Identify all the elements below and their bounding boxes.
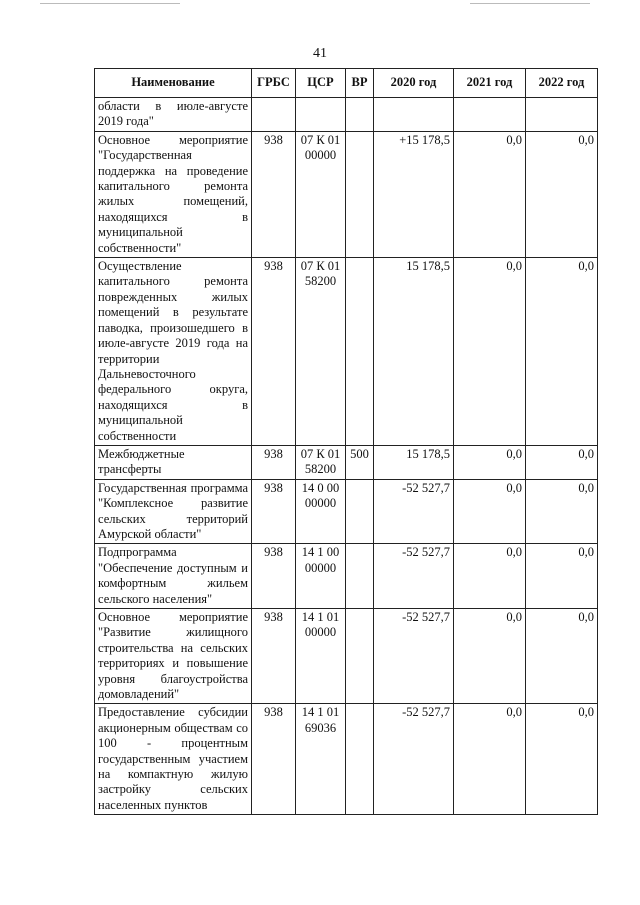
header-name: Наименование <box>95 69 252 98</box>
row-vr: 500 <box>346 445 374 479</box>
table-row <box>95 704 598 815</box>
row-vr <box>346 544 374 609</box>
budget-table <box>94 68 598 815</box>
row-2020: -52 527,7 <box>374 479 454 544</box>
row-2022: 0,0 <box>526 131 598 257</box>
row-name: Межбюджетные трансферты <box>95 445 252 479</box>
row-name: Подпрограмма "Обеспечение доступным и комфортным жильем сельского населения" <box>95 544 252 609</box>
table-row <box>95 609 598 704</box>
row-vr <box>346 704 374 815</box>
row-2021: 0,0 <box>454 258 526 446</box>
header-2022: 2022 год <box>526 69 598 98</box>
row-grbs: 938 <box>252 445 296 479</box>
row-grbs: 938 <box>252 479 296 544</box>
scan-edge-mark <box>470 3 590 4</box>
scan-edge-mark <box>40 3 180 4</box>
row-2020: -52 527,7 <box>374 704 454 815</box>
page-number: 41 <box>313 46 327 61</box>
row-2020: +15 178,5 <box>374 131 454 257</box>
row-2021: 0,0 <box>454 609 526 704</box>
row-2021: 0,0 <box>454 704 526 815</box>
row-grbs: 938 <box>252 131 296 257</box>
row-csr: 07 К 01 58200 <box>296 258 346 446</box>
table-row <box>95 445 598 479</box>
row-csr: 07 К 01 00000 <box>296 131 346 257</box>
row-2021: 0,0 <box>454 445 526 479</box>
row-csr: 14 0 00 00000 <box>296 479 346 544</box>
row-2022: 0,0 <box>526 445 598 479</box>
header-2020: 2020 год <box>374 69 454 98</box>
row-2021: 0,0 <box>454 131 526 257</box>
table-row <box>95 544 598 609</box>
header-vr: ВР <box>346 69 374 98</box>
row-name: Осуществление капитального ремонта поврежденных жилых помещений в результате паводка, произошедшего в июле-августе 2019 года на территории Дальневосточного федерального округа, находящихся в муниципальной собственности <box>95 258 252 446</box>
header-grbs: ГРБС <box>252 69 296 98</box>
row-2020: -52 527,7 <box>374 609 454 704</box>
row-name: Основное мероприятие "Развитие жилищного строительства на сельских территориях и повышение уровня благоустройства домовладений" <box>95 609 252 704</box>
row-2022: 0,0 <box>526 609 598 704</box>
row-csr <box>296 98 346 132</box>
row-2021: 0,0 <box>454 544 526 609</box>
table-row <box>95 258 598 446</box>
row-csr: 14 1 01 00000 <box>296 609 346 704</box>
row-vr <box>346 98 374 132</box>
row-grbs: 938 <box>252 544 296 609</box>
row-name: Предоставление субсидии акционерным обществам со 100 - процентным государственным участием на компактную жилую застройку сельских населенных пунктов <box>95 704 252 815</box>
row-csr: 14 1 00 00000 <box>296 544 346 609</box>
row-vr <box>346 258 374 446</box>
row-grbs: 938 <box>252 704 296 815</box>
header-2021: 2021 год <box>454 69 526 98</box>
row-vr <box>346 609 374 704</box>
row-grbs: 938 <box>252 609 296 704</box>
row-vr <box>346 479 374 544</box>
row-2022: 0,0 <box>526 479 598 544</box>
table-row <box>95 131 598 257</box>
table-header-row <box>95 69 598 98</box>
row-2021: 0,0 <box>454 479 526 544</box>
row-2021 <box>454 98 526 132</box>
row-2020: 15 178,5 <box>374 258 454 446</box>
table-row <box>95 479 598 544</box>
row-name: области в июле-августе 2019 года" <box>95 98 252 132</box>
row-2022: 0,0 <box>526 544 598 609</box>
header-csr: ЦСР <box>296 69 346 98</box>
row-csr: 14 1 01 69036 <box>296 704 346 815</box>
row-grbs: 938 <box>252 258 296 446</box>
row-2020: 15 178,5 <box>374 445 454 479</box>
row-name: Основное мероприятие "Государственная поддержка на проведение капитального ремонта жилых помещений, находящихся в муниципальной собственности" <box>95 131 252 257</box>
row-grbs <box>252 98 296 132</box>
row-2022 <box>526 98 598 132</box>
row-csr: 07 К 01 58200 <box>296 445 346 479</box>
row-2020 <box>374 98 454 132</box>
row-2022: 0,0 <box>526 258 598 446</box>
table-row <box>95 98 598 132</box>
row-2022: 0,0 <box>526 704 598 815</box>
row-2020: -52 527,7 <box>374 544 454 609</box>
row-vr <box>346 131 374 257</box>
row-name: Государственная программа "Комплексное развитие сельских территорий Амурской области" <box>95 479 252 544</box>
